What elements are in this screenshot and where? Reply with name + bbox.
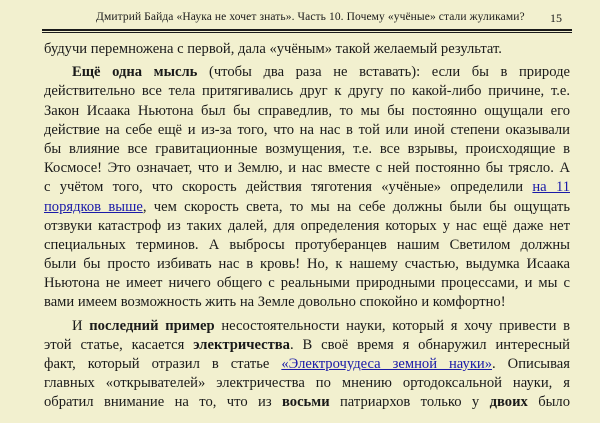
paragraph-1-line-1: будучи перемноженa с первой, дала «учёным» такой желаемый результат. bbox=[44, 41, 502, 57]
paragraph-2-line-13: вами имеем возможность жить на Земле довольно спокойно и комфортно! bbox=[44, 294, 506, 311]
paragraph-2-line-2: действительно все тела притягивались друг к другу по какой-либо причине, т.е. bbox=[44, 83, 570, 100]
header-rule-thin bbox=[42, 32, 572, 33]
paragraph-3-line-3: факт, который отразил в статье «Электрочудеса земной науки». Описывая bbox=[44, 356, 570, 372]
paragraph-2-line-7: с учётом того, что скорость действия тяготения «учёные» определили на 11 bbox=[44, 179, 570, 196]
paragraph-3-line-4: главных «открывателей» электричества по мнению ортодоксальной науки, я bbox=[44, 375, 570, 392]
lead-phrase-bold: Ещё одна мысль bbox=[72, 64, 198, 81]
header-title: Дмитрий Байда «Наука не хочет знать». Часть 10. Почему «учёные» стали жуликами? bbox=[96, 11, 525, 23]
paragraph-2-line-11: были бы просто избивать нас в кровь! Но, к нашему счастью, выдумка Исаака bbox=[44, 256, 570, 273]
paragraph-3-line-2: этой статье, касается электричества. В своё время я обнаружил интересный bbox=[44, 336, 570, 353]
paragraph-2-line-10: специальных терминов. А выбросы протуберанцев нашим Светилом должны bbox=[44, 236, 570, 253]
paragraph-2-line-6: Космосе! Это означает, что и Землю, и нас вместе с ней постоянно бы трясло. А bbox=[44, 160, 570, 177]
paragraph-2-line-1: Ещё одна мысль (чтобы два раза не вставать): если бы в природе bbox=[72, 64, 570, 81]
paragraph-2-line-12: Ньютона не имеет ничего общего с реальными природными процессами, и мы с bbox=[44, 275, 570, 292]
header-rule-thick bbox=[42, 29, 572, 31]
paragraph-2-line-4: действие на себе ещё и из-за того, что на нас в той или иной степени оказывали bbox=[44, 121, 570, 138]
paragraph-2-line-5: бы влияние все гравитационные возмущения, т.е. все взрывы, происходящие в bbox=[44, 140, 570, 157]
paragraph-3-line-1: И последний пример несостоятельности науки, который я хочу привести в bbox=[72, 317, 570, 334]
paragraph-2-line-3: Закон Исаака Ньютона был бы справедлив, то мы бы постоянно ощущали его bbox=[44, 102, 570, 119]
orders-of-magnitude-link[interactable]: на 11 bbox=[532, 179, 570, 196]
page-number: 15 bbox=[550, 11, 562, 25]
page-header bbox=[0, 0, 600, 34]
paragraph-3-line-5: обратил внимание на то, что из восьми патриархов только у двоих было bbox=[44, 394, 570, 411]
orders-of-magnitude-link-cont[interactable]: порядков выше bbox=[44, 198, 143, 215]
electro-miracles-article-link[interactable]: «Электрочудеса земной науки» bbox=[281, 356, 493, 372]
article-body bbox=[44, 40, 570, 413]
paragraph-2-line-8: порядков выше, чем скорость света, то мы на себе должны были бы ощущать bbox=[44, 198, 570, 215]
paragraph-2-line-9: отзвуки катастроф из таких далей, для определения которых у нас ещё даже нет bbox=[44, 217, 570, 234]
